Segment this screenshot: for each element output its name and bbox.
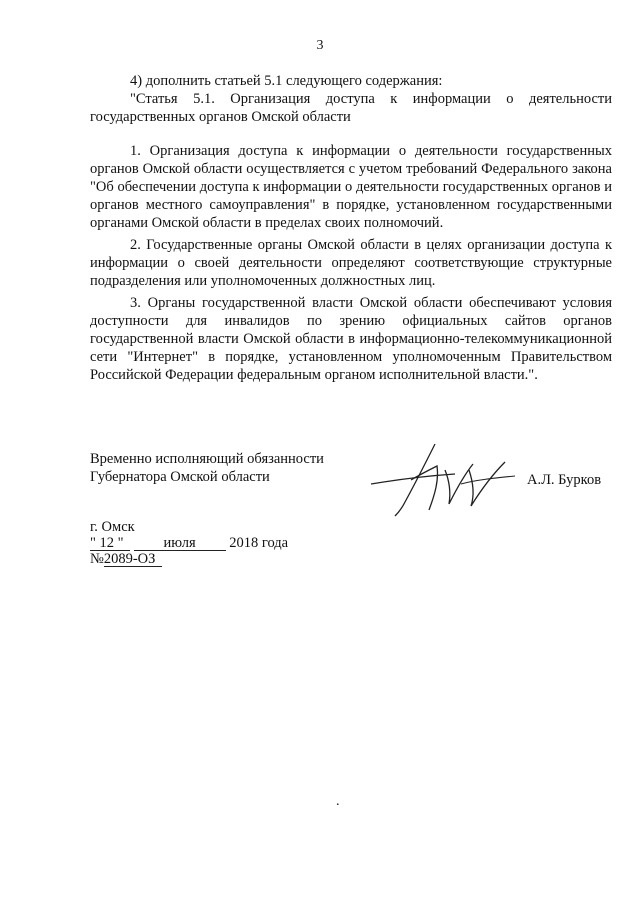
date-month: июля — [134, 536, 226, 551]
law-number — [90, 551, 288, 567]
paragraph-1: 1. Организация доступа к информации о деятельности государственных органов Омской области осуществляется с учетом требований Федерального закона "Об обеспечении доступа к информации о деятельности государственных органов и органов местного самоуправления" в порядке, установленном государственными органами Омской области в пределах своих полномочий. — [90, 143, 612, 231]
article-title: "Статья 5.1. Организация доступа к информации о деятельности государственных органов Омской области — [90, 91, 612, 125]
signing-details — [90, 519, 288, 567]
signatory-name: А.Л. Бурков — [527, 472, 602, 488]
paragraph-3: 3. Органы государственной власти Омской области обеспечивают условия доступности для инвалидов по зрению официальных сайтов органов государственной власти Омской области в информационно-телекоммуникационной сети "Интернет" в порядке, установленном уполномоченным Правительством Российской Федерации федеральным органом исполнительной власти.". — [90, 295, 612, 383]
place-of-signing: г. Омск — [90, 519, 135, 535]
law-number-prefix: № — [90, 551, 104, 567]
amendment-intro: 4) дополнить статьей 5.1 следующего содержания: — [130, 73, 443, 89]
footer-mark: . — [336, 794, 340, 809]
handwritten-signature — [365, 440, 525, 518]
signatory-position-line2: Губернатора Омской области — [90, 469, 270, 485]
signatory-position-line1: Временно исполняющий обязанности — [90, 451, 324, 467]
signatory-position — [90, 450, 324, 486]
page-number: 3 — [316, 38, 324, 53]
date-year: 2018 года — [229, 535, 289, 551]
date-day: " 12 " — [90, 536, 130, 551]
law-number-value: 2089-ОЗ — [104, 552, 162, 567]
paragraph-2: 2. Государственные органы Омской области в целях организации доступа к информации о своей деятельности определяют соответствующие структурные подразделения или уполномоченных должностных лиц. — [90, 237, 612, 289]
document-body — [90, 72, 612, 384]
signing-date — [90, 535, 288, 551]
